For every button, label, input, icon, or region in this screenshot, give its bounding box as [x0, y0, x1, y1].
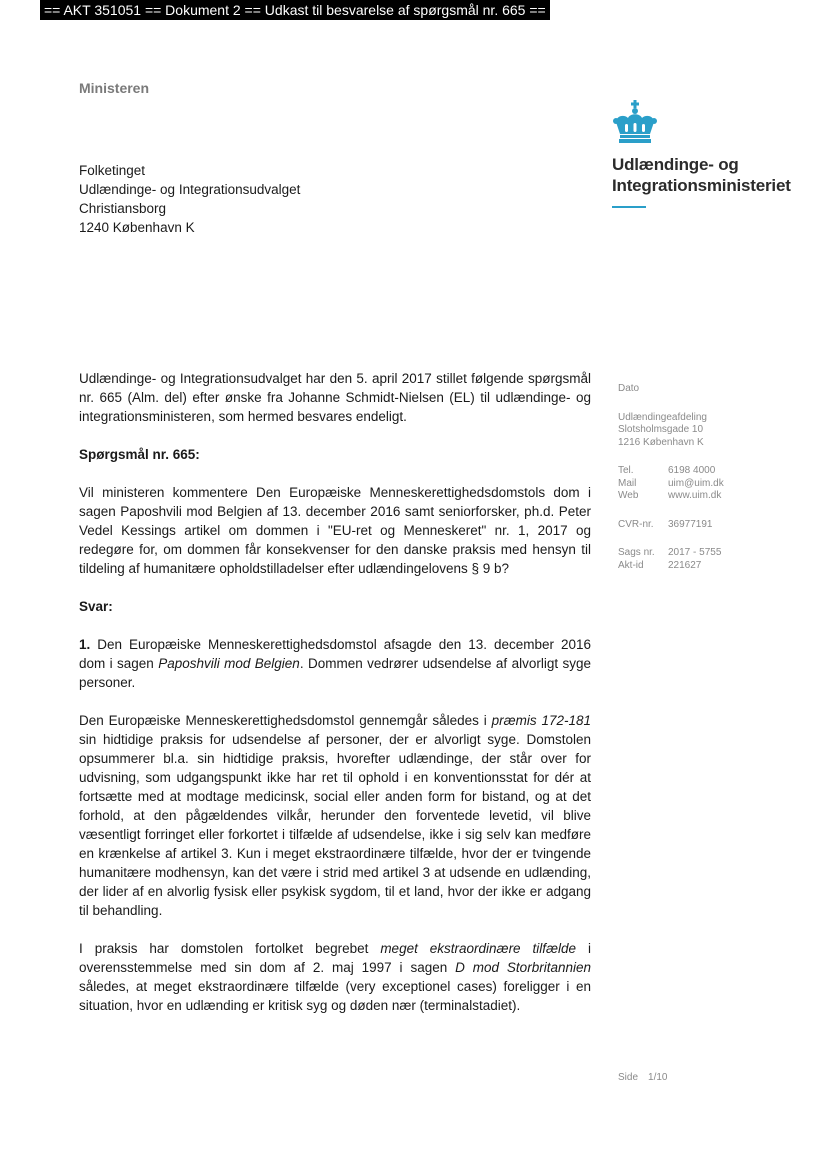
cvr-info [618, 519, 808, 532]
intro-paragraph: Udlændinge- og Integrationsudvalget har den 5. april 2017 stillet følgende spørgsmål nr. 665 (Alm. del) efter ønske fra Johanne Schmidt-Nielsen (EL) til udlændinge- og integrationsministeren, som hermed besvares endeligt. [79, 371, 591, 424]
crown-icon [612, 100, 658, 144]
page-number: 1/10 [648, 1072, 668, 1083]
contact-info [618, 465, 808, 503]
question-paragraph: Vil ministeren kommentere Den Europæiske Menneskerettighedsdomstols dom i sagen Paposhvili mod Belgien af 13. december 2016 samt seniorforsker, ph.d. Peter Vedel Kessings artikel om dommen i "EU-ret og Menneskeret" nr. 1, 2017 og redegøre for, om dommen får konsekvenser for den danske praksis med hensyn til tildeling af humanitære opholdstilladelser efter udlændingelovens § 9 b? [79, 485, 591, 576]
answer-paragraph-3 [79, 939, 591, 1015]
text-segment: . Dommen vedrører udsendelse af alvorligt syge personer. [79, 656, 591, 690]
web-value: www.uim.dk [668, 490, 722, 501]
text-segment: således, at meget ekstraordinære tilfælde (very exceptionel cases) foreligger i en situation, hvor en udlænding er kritisk syg og døden nær (terminalstadiet). [79, 979, 591, 1013]
ministry-logo [612, 100, 812, 208]
premise-reference: præmis 172-181 [491, 713, 591, 728]
text-segment: I praksis har domstolen fortolket begrebet [79, 941, 381, 956]
cvr-value: 36977191 [668, 518, 713, 530]
text-segment: sin hidtidige praksis for udsendelse af personer, der er alvorligt syge. Domstolen opsummerer bl.a. sin hidtidige praksis, hvorefter udlændinge, der står over for udvisning, som udgangspunkt ikke har ret til ophold i en konventionsstat for dér at fortsætte med at modtage medicinsk, social eller anden form for bistand, og at det forhold, at den pågældendes vilkår, herunder den forventede levetid, vil blive væsentligt forringet eller forkortet i tilfælde af udsendelse, ikke i sig selv kan medføre en krænkelse af artikel 3. Kun i meget ekstraordinære tilfælde, hvor der er tvingende humanitære modhensyn, kan det være i strid med artikel 3 at udsende en udlænding, der lider af en alvorlig fysisk eller psykisk sygdom, til et land, hvor der ikke er adgang til behandling. [79, 732, 591, 918]
akt-label: Akt-id [618, 559, 644, 571]
page-label: Side [618, 1072, 639, 1083]
recipient-address [79, 161, 300, 237]
recipient-line: Folketinget [79, 163, 146, 178]
letter-body [79, 369, 591, 1034]
dato-label: Dato [618, 383, 640, 394]
sender-label: Ministeren [79, 80, 150, 96]
sags-label: Sags nr. [618, 547, 655, 558]
recipient-line: Udlændinge- og Integrationsudvalget [79, 182, 301, 197]
text-segment: Den Europæiske Menneskerettighedsdomstol gennemgår således i [79, 713, 492, 728]
tel-value: 6198 4000 [668, 465, 716, 476]
text-segment: Den Europæiske Menneskerettighedsdomstol afsagde den 13. december 2016 dom i sagen [79, 637, 591, 671]
case-info [618, 547, 808, 572]
case-name: D mod Storbritannien [455, 960, 591, 975]
logo-name-line1: Udlændinge- og [612, 155, 739, 174]
question-heading: Spørgsmål nr. 665: [79, 447, 200, 462]
sags-value: 2017 - 5755 [668, 547, 722, 558]
department-line: 1216 København K [618, 436, 704, 448]
recipient-line: 1240 København K [79, 220, 195, 235]
sidebar-info [618, 383, 808, 588]
department-line: Slotsholmsgade 10 [618, 424, 704, 435]
logo-accent-line [612, 206, 646, 208]
department-line: Udlændingeafdeling [618, 411, 707, 423]
document-banner: == AKT 351051 == Dokument 2 == Udkast til besvarelse af spørgsmål nr. 665 == [40, 0, 550, 20]
term: meget ekstraordinære tilfælde [380, 941, 577, 956]
answer-number: 1. [79, 637, 91, 652]
web-label: Web [618, 490, 639, 501]
akt-value: 221627 [668, 559, 702, 571]
answer-paragraph-1 [79, 635, 591, 692]
department-address [618, 412, 808, 450]
mail-label: Mail [618, 477, 637, 489]
tel-label: Tel. [618, 465, 634, 476]
case-name: Paposhvili mod Belgien [158, 656, 300, 671]
text-segment: i overensstemmelse med sin dom af 2. maj 1997 i sagen [79, 941, 591, 975]
answer-heading: Svar: [79, 599, 113, 614]
answer-paragraph-2 [79, 711, 591, 920]
recipient-line: Christiansborg [79, 201, 167, 216]
mail-value: uim@uim.dk [668, 477, 724, 489]
cvr-label: CVR-nr. [618, 518, 654, 530]
logo-name-line2: Integrationsministeriet [612, 176, 791, 195]
page-footer [618, 1072, 667, 1083]
